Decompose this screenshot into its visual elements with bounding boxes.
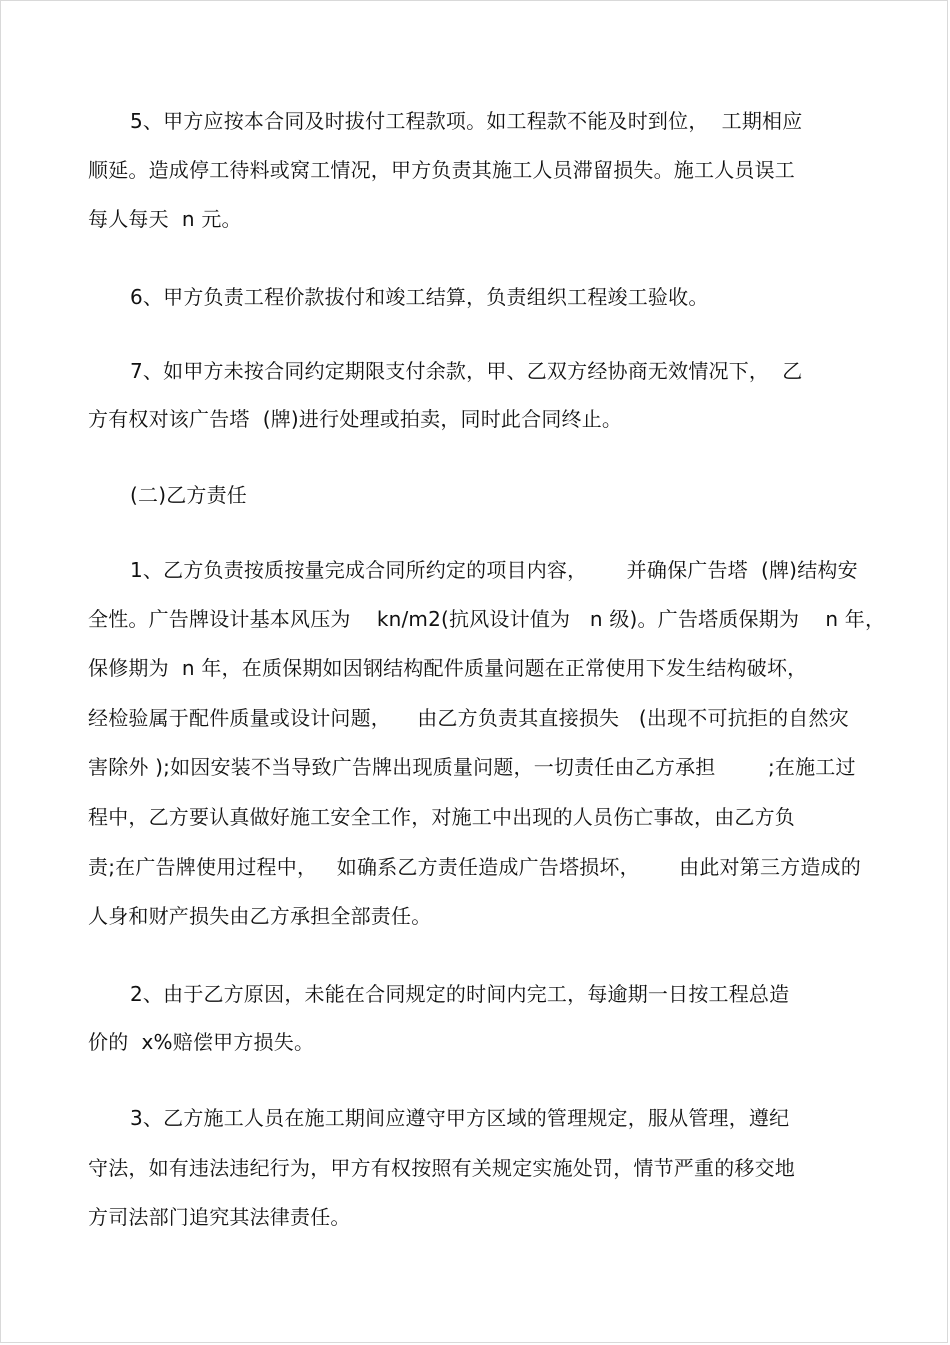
paragraph-line: 1、乙方负责按质按量完成合同所约定的项目内容， 并确保广告塔 (牌)结构安 (130, 558, 858, 582)
paragraph-line: 价的 x%赔偿甲方损失。 (88, 1030, 315, 1054)
paragraph-line: 6、甲方负责工程价款拔付和竣工结算，负责组织工程竣工验收。 (130, 285, 709, 309)
paragraph-line: 经检验属于配件质量或设计问题， 由乙方负责其直接损失 (出现不可抗拒的自然灾 (88, 706, 849, 730)
paragraph-line: 保修期为 n 年，在质保期如因钢结构配件质量问题在正常使用下发生结构破坏， (88, 656, 808, 680)
paragraph-line: 程中，乙方要认真做好施工安全工作，对施工中出现的人员伤亡事故，由乙方负 (88, 805, 795, 829)
paragraph-line: 7、如甲方未按合同约定期限支付余款，甲、乙双方经协商无效情况下， 乙 (130, 359, 803, 383)
paragraph-line: 守法，如有违法违纪行为，甲方有权按照有关规定实施处罚，情节严重的移交地 (88, 1156, 795, 1180)
paragraph-line: 全性。广告牌设计基本风压为 kn/m2(抗风设计值为 n 级)。广告塔质保期为 n 年， (88, 607, 886, 631)
paragraph-line: 顺延。造成停工待料或窝工情况，甲方负责其施工人员滞留损失。施工人员误工 (88, 158, 795, 182)
paragraph-line: 5、甲方应按本合同及时拔付工程款项。如工程款不能及时到位， 工期相应 (130, 109, 803, 133)
paragraph-line: 方有权对该广告塔 (牌)进行处理或拍卖，同时此合同终止。 (88, 407, 623, 431)
paragraph-line: 人身和财产损失由乙方承担全部责任。 (88, 904, 432, 928)
paragraph-line: 3、乙方施工人员在施工期间应遵守甲方区域的管理规定，服从管理，遵纪 (130, 1106, 790, 1130)
paragraph-line: 责;在广告牌使用过程中， 如确系乙方责任造成广告塔损坏， 由此对第三方造成的 (88, 855, 861, 879)
paragraph-line: 每人每天 n 元。 (88, 207, 242, 231)
paragraph-line: 2、由于乙方原因，未能在合同规定的时间内完工，每逾期一日按工程总造 (130, 982, 790, 1006)
section-heading: (二)乙方责任 (130, 483, 248, 507)
paragraph-line: 方司法部门追究其法律责任。 (88, 1205, 351, 1229)
paragraph-line: 害除外 );如因安装不当导致广告牌出现质量问题，一切责任由乙方承担 ;在施工过 (88, 755, 856, 779)
